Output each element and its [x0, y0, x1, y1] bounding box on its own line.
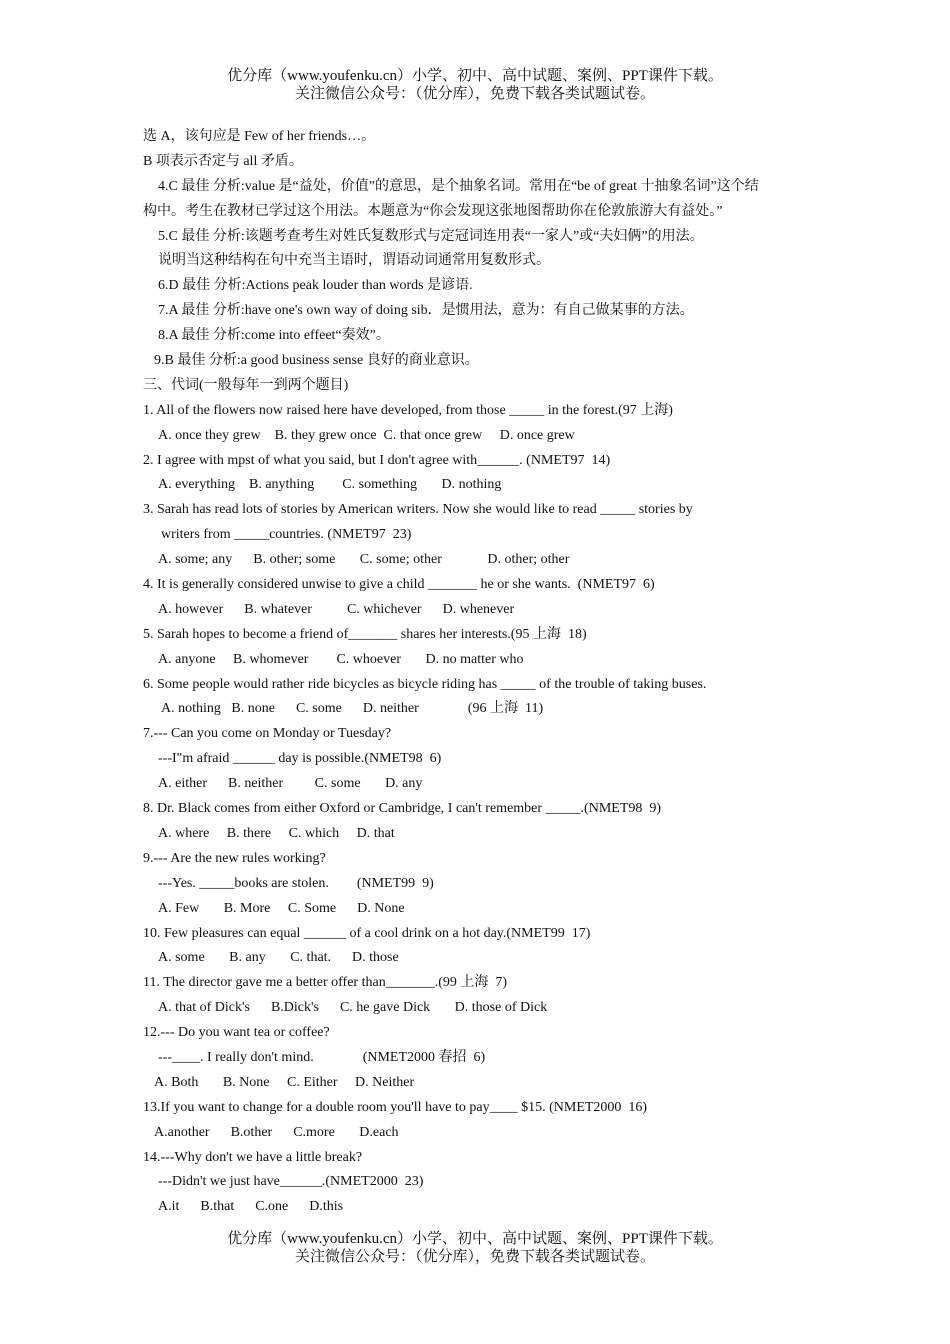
text-line: 11. The director gave me a better offer than_______.(99 上海 7) [143, 975, 508, 991]
text-line: 10. Few pleasures can equal ______ of a cool drink on a hot day.(NMET99 17) [143, 925, 591, 941]
text-line: 6. Some people would rather ride bicycles as bicycle riding has _____ of the trouble of taking buses. [143, 676, 707, 692]
text-line: 3. Sarah has read lots of stories by American writers. Now she would like to read _____ stories by [143, 502, 693, 518]
text-line: A. where B. there C. which D. that [158, 825, 395, 841]
text-line: A. however B. whatever C. whichever D. whenever [158, 601, 515, 617]
text-line: ---____. I really don't mind. (NMET2000 春招 6) [158, 1049, 486, 1065]
text-line: 9.B 最佳 分析:a good business sense 良好的商业意识。 [154, 353, 479, 369]
text-line: A. Both B. None C. Either D. Neither [154, 1074, 415, 1090]
text-line: A. everything B. anything C. something D. nothing [158, 477, 502, 493]
text-line: 三、代词(一般每年一到两个题目) [143, 377, 349, 393]
text-line: A.it B.that C.one D.this [158, 1199, 344, 1215]
text-line: A. once they grew B. they grew once C. that once grew D. once grew [158, 427, 575, 443]
text-line: ---Yes. _____books are stolen. (NMET99 9) [158, 875, 434, 891]
footer-line-1: 优分库（www.youfenku.cn）小学、初中、高中试题、案例、PPT课件下载。 [227, 1231, 723, 1247]
text-line: A. Few B. More C. Some D. None [158, 900, 405, 916]
text-line: 7.--- Can you come on Monday or Tuesday? [143, 726, 392, 742]
text-line: 14.---Why don't we have a little break? [143, 1149, 363, 1165]
text-line: writers from _____countries. (NMET97 23) [161, 527, 412, 543]
text-line: 9.--- Are the new rules working? [143, 850, 326, 866]
text-line: ---Didn't we just have______.(NMET2000 23) [158, 1174, 424, 1190]
header-line-1: 优分库（www.youfenku.cn）小学、初中、高中试题、案例、PPT课件下载。 [227, 68, 723, 84]
text-line: 7.A 最佳 分析:have one's own way of doing sib．是惯用法，意为：有自己做某事的方法。 [158, 303, 694, 319]
text-line: 选 A，该句应是 Few of her friends…。 [143, 129, 376, 144]
page-footer [0, 1230, 950, 1266]
text-line: 构中。考生在教材已学过这个用法。本题意为“你会发现这张地图帮助你在伦敦旅游大有益处。” [143, 203, 723, 219]
text-line: 4.C 最佳 分析:value 是“益处，价值”的意思，是个抽象名词。常用在“be of great 十抽象名词”这个结 [158, 178, 759, 194]
text-line: A. anyone B. whomever C. whoever D. no matter who [158, 651, 524, 667]
text-line: 1. All of the flowers now raised here have developed, from those _____ in the forest.(97 上海) [143, 402, 673, 418]
text-line: A. some B. any C. that. D. those [158, 950, 399, 966]
text-line: 5. Sarah hopes to become a friend of_______ shares her interests.(95 上海 18) [143, 626, 587, 642]
header-line-2: 关注微信公众号：（优分库），免费下载各类试题试卷。 [294, 86, 655, 102]
footer-line-2: 关注微信公众号：（优分库），免费下载各类试题试卷。 [294, 1249, 655, 1265]
page-header [0, 67, 950, 103]
text-line: 13.If you want to change for a double room you'll have to pay____ $15. (NMET2000 16) [143, 1099, 648, 1115]
text-line: 说明当这种结构在句中充当主语时，谓语动词通常用复数形式。 [158, 253, 550, 269]
text-line: 8. Dr. Black comes from either Oxford or Cambridge, I can't remember _____.(NMET98 9) [143, 801, 662, 817]
text-line: A. that of Dick's B.Dick's C. he gave Dick D. those of Dick [158, 1000, 548, 1016]
text-line: 6.D 最佳 分析:Actions peak louder than words 是谚语. [158, 278, 473, 294]
document-body [143, 125, 823, 1220]
text-line: 12.--- Do you want tea or coffee? [143, 1025, 330, 1041]
text-line: A. either B. neither C. some D. any [158, 776, 423, 792]
text-line: 2. I agree with mpst of what you said, but I don't agree with______. (NMET97 14) [143, 452, 611, 468]
text-line: 4. It is generally considered unwise to give a child _______ he or she wants. (NMET97 6) [143, 577, 655, 593]
text-line: B 项表示否定与 all 矛盾。 [143, 153, 303, 169]
text-line: A. some; any B. other; some C. some; other D. other; other [158, 552, 570, 568]
text-line: 5.C 最佳 分析:该题考查考生对姓氏复数形式与定冠词连用表“一家人”或“夫妇俩”的用法。 [158, 228, 704, 244]
text-line: 8.A 最佳 分析:come into effeet“奏效”。 [158, 328, 390, 344]
text-line: A. nothing B. none C. some D. neither (96 上海 11) [161, 701, 544, 717]
text-line: A.another B.other C.more D.each [154, 1124, 399, 1140]
text-line: ---I"m afraid ______ day is possible.(NMET98 6) [158, 751, 442, 767]
